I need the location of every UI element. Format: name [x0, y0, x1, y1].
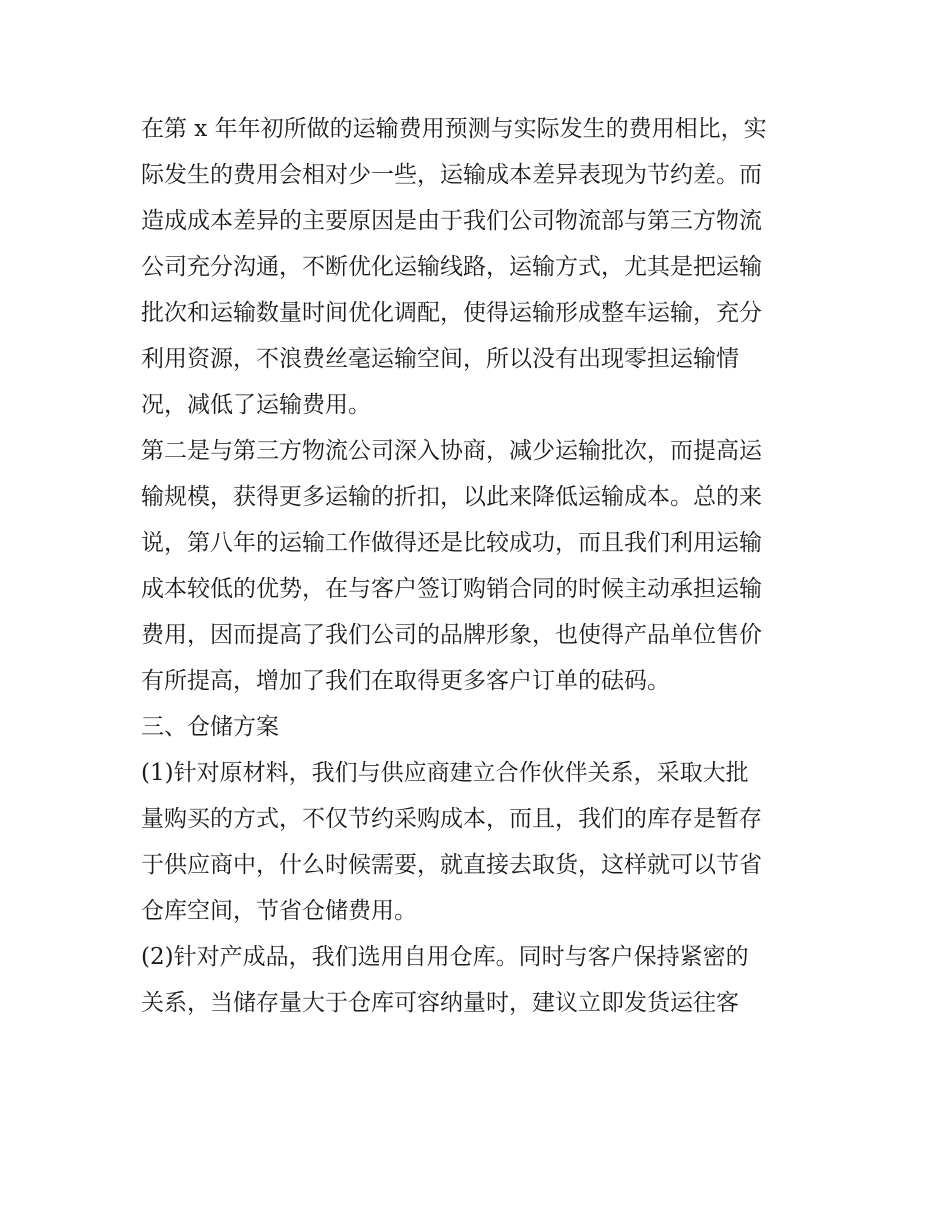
text-line: 批次和运输数量时间优化调配，使得运输形成整车运输，充分 [141, 300, 762, 326]
text-line: 于供应商中，什么时候需要，就直接去取货，这样就可以节省 [141, 852, 762, 878]
text-line: 在第 x 年年初所做的运输费用预测与实际发生的费用相比，实 [141, 116, 767, 142]
text-line: 造成成本差异的主要原因是由于我们公司物流部与第三方物流 [141, 208, 762, 234]
text-line: 费用，因而提高了我们公司的品牌形象，也使得产品单位售价 [141, 622, 762, 648]
text-line: (2)针对产成品，我们选用自用仓库。同时与客户保持紧密的 [141, 944, 749, 970]
text-line: 公司充分沟通，不断优化运输线路，运输方式，尤其是把运输 [141, 254, 762, 280]
section-heading: 三、仓储方案 [141, 714, 279, 740]
text-line: 有所提高，增加了我们在取得更多客户订单的砝码。 [141, 668, 670, 694]
document-body [141, 106, 821, 1026]
text-line: 利用资源，不浪费丝毫运输空间，所以没有出现零担运输情 [141, 346, 739, 372]
text-line: 关系，当储存量大于仓库可容纳量时，建议立即发货运往客 [141, 990, 739, 1016]
text-line: 仓库空间，节省仓储费用。 [141, 898, 417, 924]
text-line: 说，第八年的运输工作做得还是比较成功，而且我们利用运输 [141, 530, 762, 556]
text-line: 输规模，获得更多运输的折扣，以此来降低运输成本。总的来 [141, 484, 762, 510]
text-line: 际发生的费用会相对少一些，运输成本差异表现为节约差。而 [141, 162, 762, 188]
text-line: (1)针对原材料，我们与供应商建立合作伙伴关系，采取大批 [141, 760, 749, 786]
text-line: 量购买的方式，不仅节约采购成本，而且，我们的库存是暂存 [141, 806, 762, 832]
text-line: 况，减低了运输费用。 [141, 392, 371, 418]
text-line: 成本较低的优势，在与客户签订购销合同的时候主动承担运输 [141, 576, 762, 602]
text-line: 第二是与第三方物流公司深入协商，减少运输批次，而提高运 [141, 438, 762, 464]
